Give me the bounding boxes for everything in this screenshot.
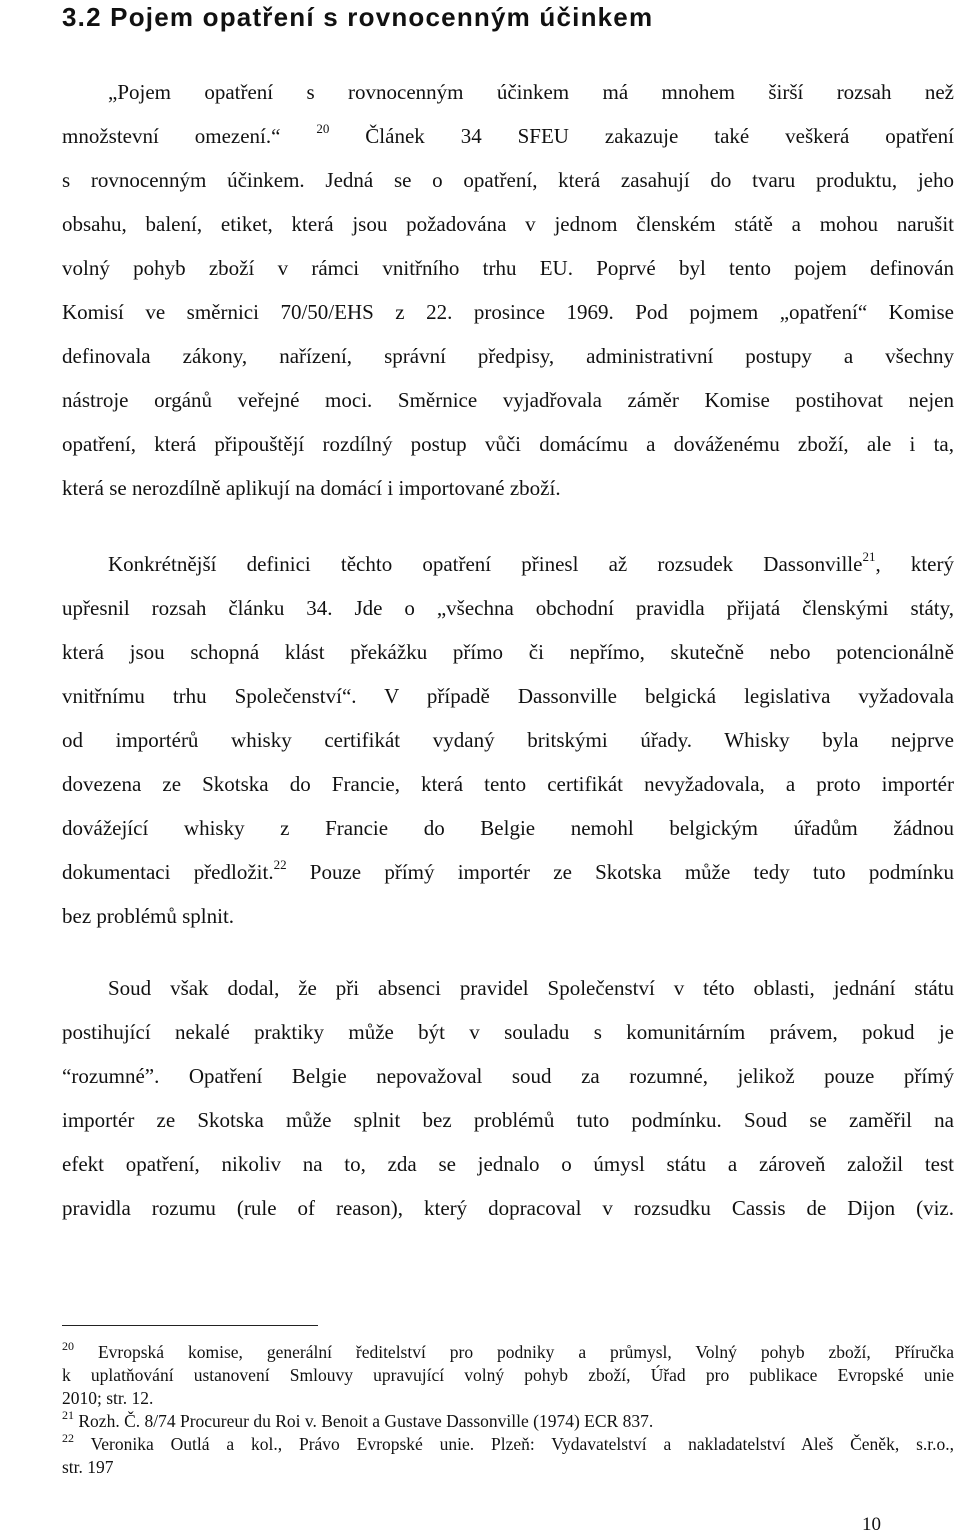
paragraph-3-line-3: “rozumné”. Opatření Belgie nepovažoval soud za rozumné, jelikož pouze přímý bbox=[62, 1064, 954, 1088]
paragraph-1-line-1: „Pojem opatření s rovnocenným účinkem má mnohem širší rozsah než bbox=[108, 80, 954, 104]
paragraph-2-line-8-text-b: Pouze přímý importér ze Skotska může tedy tuto podmínku bbox=[286, 860, 954, 884]
paragraph-1-line-2-text-a: množstevní omezení.“ bbox=[62, 124, 281, 148]
paragraph-2-line-9: bez problémů splnit. bbox=[62, 904, 235, 928]
footnote-21-text-1: Rozh. Č. 8/74 Procureur du Roi v. Benoit a Gustave Dassonville (1974) ECR 837. bbox=[78, 1411, 654, 1431]
paragraph-2-line-4: vnitřnímu trhu Společenství“. V případě Dassonville belgická legislativa vyžadovala bbox=[62, 684, 954, 708]
paragraph-3-line-4: importér ze Skotska může splnit bez problémů tuto podmínku. Soud se zaměřil na bbox=[62, 1108, 954, 1132]
paragraph-2-line-3: která jsou schopná klást překážku přímo či nepřímo, skutečně nebo potencionálně bbox=[62, 640, 954, 664]
paragraph-1-line-2 bbox=[62, 122, 954, 150]
footnote-20-line-1 bbox=[62, 1341, 954, 1363]
paragraph-1-line-4: obsahu, balení, etiket, která jsou požadována v jednom členském státě a mohou narušit bbox=[62, 212, 954, 236]
footnote-ref-20[interactable]: 20 bbox=[316, 121, 330, 136]
paragraph-2-line-8 bbox=[62, 858, 954, 886]
section-heading: 3.2 Pojem opatření s rovnocenným účinkem bbox=[62, 2, 654, 32]
paragraph-1-line-7: definovala zákony, nařízení, správní předpisy, administrativní postupy a všechny bbox=[62, 344, 954, 368]
footnote-divider bbox=[62, 1325, 318, 1326]
footnote-20-line-3: 2010; str. 12. bbox=[62, 1388, 154, 1408]
footnote-22-line-2: str. 197 bbox=[62, 1457, 114, 1477]
paragraph-3-line-1: Soud však dodal, že při absenci pravidel Společenství v této oblasti, jednání státu bbox=[108, 976, 954, 1000]
paragraph-1-line-8: nástroje orgánů veřejné moci. Směrnice vyjadřovala záměr Komise postihovat nejen bbox=[62, 388, 954, 412]
footnote-22-line-1 bbox=[62, 1433, 954, 1455]
footnote-21-number: 21 bbox=[62, 1408, 74, 1423]
paragraph-1-line-2-text-b: Článek 34 SFEU zakazuje také veškerá opatření bbox=[365, 124, 954, 148]
paragraph-1-line-10: která se nerozdílně aplikují na domácí i importované zboží. bbox=[62, 476, 561, 500]
paragraph-2-line-1-text-b: , který bbox=[875, 552, 954, 576]
footnote-22-number: 22 bbox=[62, 1431, 74, 1446]
paragraph-3-line-5: efekt opatření, nikoliv na to, zda se jednalo o úmysl státu a zároveň založil test bbox=[62, 1152, 954, 1176]
paragraph-1-line-6: Komisí ve směrnici 70/50/EHS z 22. prosince 1969. Pod pojmem „opatření“ Komise bbox=[62, 300, 954, 324]
footnote-20-text-1: Evropská komise, generální ředitelství pro podniky a průmysl, Volný pohyb zboží, Příručka bbox=[97, 1342, 954, 1362]
paragraph-1-line-3: s rovnocenným účinkem. Jedná se o opatření, která zasahují do tvaru produktu, jeho bbox=[62, 168, 954, 192]
footnote-22-text-1: Veronika Outlá a kol., Právo Evropské unie. Plzeň: Vydavatelství a nakladatelství Aleš Čeněk, s.r.o., bbox=[90, 1434, 954, 1454]
paragraph-2-line-2: upřesnil rozsah článku 34. Jde o „všechna obchodní pravidla přijatá členskými státy, bbox=[62, 596, 954, 620]
paragraph-3-line-2: postihující nekalé praktiky může být v souladu s komunitárním právem, pokud je bbox=[62, 1020, 954, 1044]
page-number: 10 bbox=[862, 1514, 881, 1535]
paragraph-2-line-7: dovážející whisky z Francie do Belgie nemohl belgickým úřadům žádnou bbox=[62, 816, 954, 840]
footnote-ref-22[interactable]: 22 bbox=[273, 857, 287, 872]
paragraph-2-line-8-text-a: dokumentaci předložit. bbox=[62, 860, 274, 884]
footnote-20-line-2: k uplatňování ustanovení Smlouvy upravující volný pohyb zboží, Úřad pro publikace Evropské unie bbox=[62, 1365, 954, 1385]
footnote-20-number: 20 bbox=[62, 1339, 74, 1354]
paragraph-2-line-1 bbox=[108, 550, 954, 578]
footnote-ref-21[interactable]: 21 bbox=[862, 549, 876, 564]
paragraph-2-line-6: dovezena ze Skotska do Francie, která tento certifikát nevyžadovala, a proto importér bbox=[62, 772, 954, 796]
paragraph-1-line-5: volný pohyb zboží v rámci vnitřního trhu EU. Poprvé byl tento pojem definován bbox=[62, 256, 954, 280]
paragraph-2-line-5: od importérů whisky certifikát vydaný britskými úřady. Whisky byla nejprve bbox=[62, 728, 954, 752]
footnote-21-line-1 bbox=[62, 1410, 954, 1432]
paragraph-2-line-1-text-a: Konkrétnější definici těchto opatření přinesl až rozsudek Dassonville bbox=[108, 552, 863, 576]
paragraph-1-line-9: opatření, která připouštějí rozdílný postup vůči domácímu a dováženému zboží, ale i ta, bbox=[62, 432, 954, 456]
paragraph-3-line-6: pravidla rozumu (rule of reason), který dopracoval v rozsudku Cassis de Dijon (viz. bbox=[62, 1196, 954, 1220]
